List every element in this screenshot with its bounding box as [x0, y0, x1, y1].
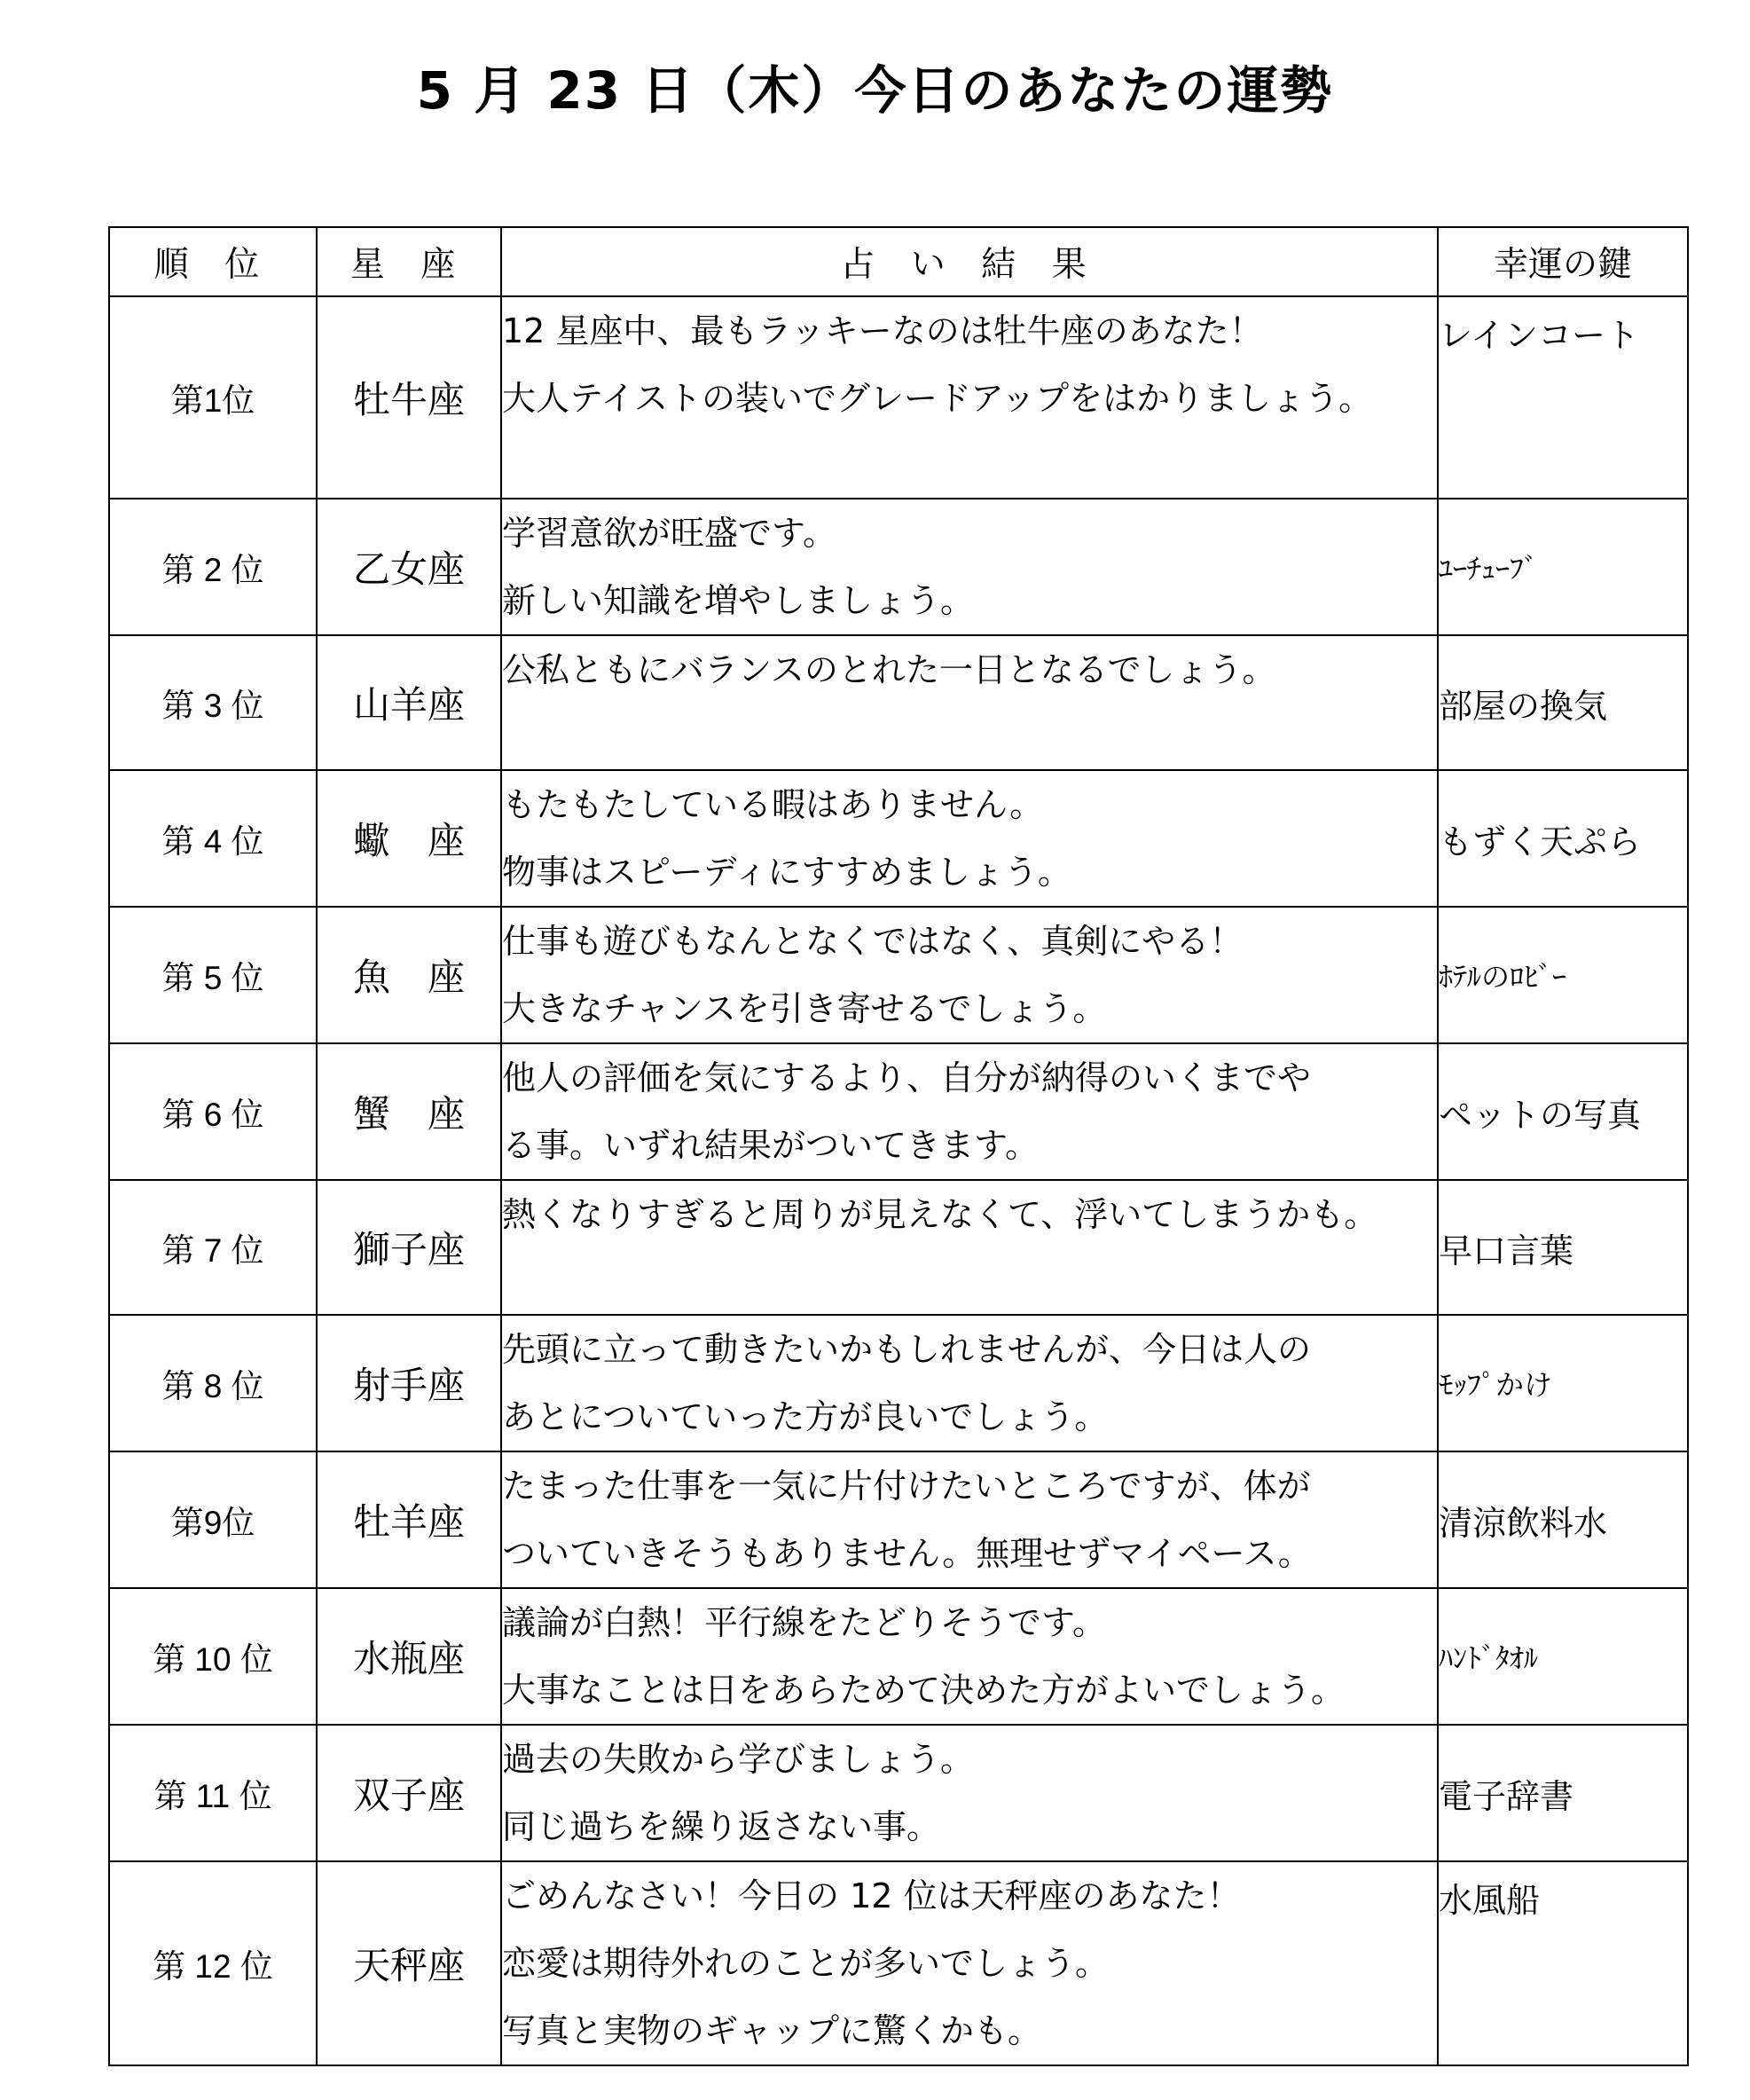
- rank-cell: 第9位: [109, 1451, 317, 1588]
- result-line: る事。いずれ結果がついてきます。: [502, 1126, 1039, 1165]
- rank-cell: 第 8 位: [109, 1315, 317, 1451]
- result-cell: [501, 296, 1438, 499]
- table-row: [109, 1588, 1688, 1725]
- result-line: 学習意欲が旺盛です。: [502, 514, 836, 553]
- fortune-table: [108, 226, 1689, 2066]
- result-line: 同じ過ちを繰り返さない事。: [502, 1807, 941, 1846]
- rank-cell: 第 10 位: [109, 1588, 317, 1725]
- result-line: ごめんなさい！今日の 12 位は天秤座のあなた！: [502, 1876, 1241, 1915]
- sign-cell: 牡牛座: [317, 296, 501, 499]
- table-row: [109, 907, 1688, 1043]
- sign-cell: 乙女座: [317, 499, 501, 635]
- result-line: 他人の評価を気にするより、自分が納得のいくまでや: [502, 1058, 1312, 1097]
- result-line: もたもたしている暇はありません。: [502, 785, 1044, 824]
- lucky-key-cell: ﾓｯﾌﾟかけ: [1438, 1315, 1688, 1451]
- lucky-key-cell: 早口言葉: [1438, 1180, 1688, 1315]
- table-row: [109, 1315, 1688, 1451]
- sign-cell: 射手座: [317, 1315, 501, 1451]
- result-cell: [501, 1315, 1438, 1451]
- lucky-key-cell: ﾎﾃﾙのﾛﾋﾞｰ: [1438, 907, 1688, 1043]
- lucky-key-cell: ﾕｰﾁｭｰﾌﾞ: [1438, 499, 1688, 635]
- sign-cell: 蠍 座: [317, 770, 501, 907]
- result-line: あとについていった方が良いでしょう。: [502, 1397, 1109, 1436]
- result-line: 過去の失敗から学びましょう。: [502, 1740, 975, 1779]
- result-line: 熱くなりすぎると周りが見えなくて、浮いてしまうかも。: [502, 1195, 1378, 1234]
- result-line: 写真と実物のギャップに驚くかも。: [502, 2011, 1042, 2050]
- result-cell: [501, 770, 1438, 907]
- result-line: 12 星座中、最もラッキーなのは牡牛座のあなた！: [502, 311, 1263, 350]
- header-sign: 星 座: [317, 227, 501, 296]
- table-row: [109, 770, 1688, 907]
- result-line: 新しい知識を増やしましょう。: [502, 581, 975, 620]
- rank-cell: 第 7 位: [109, 1180, 317, 1315]
- header-lucky-key: 幸運の鍵: [1438, 227, 1688, 296]
- lucky-key-cell: レインコート: [1438, 296, 1688, 499]
- page-title: 5 月 23 日（木）今日のあなたの運勢: [416, 60, 1334, 121]
- table-row: [109, 1451, 1688, 1588]
- rank-cell: 第 5 位: [109, 907, 317, 1043]
- rank-cell: 第 11 位: [109, 1725, 317, 1861]
- lucky-key-cell: ペットの写真: [1438, 1043, 1688, 1180]
- header-result: 占 い 結 果: [501, 227, 1438, 296]
- result-cell: [501, 1451, 1438, 1588]
- result-cell: [501, 1861, 1438, 2065]
- sign-cell: 水瓶座: [317, 1588, 501, 1725]
- table-row: [109, 1043, 1688, 1180]
- rank-cell: 第 4 位: [109, 770, 317, 907]
- result-cell: [501, 1180, 1438, 1315]
- result-cell: [501, 1588, 1438, 1725]
- result-line: 公私ともにバランスのとれた一日となるでしょう。: [502, 650, 1276, 689]
- table-row: [109, 1861, 1688, 2065]
- result-cell: [501, 1725, 1438, 1861]
- result-line: 大人テイストの装いでグレードアップをはかりましょう。: [502, 379, 1373, 418]
- table-row: [109, 1180, 1688, 1315]
- sign-cell: 天秤座: [317, 1861, 501, 2065]
- result-line: 物事はスピーディにすすめましょう。: [502, 853, 1071, 892]
- rank-cell: 第 12 位: [109, 1861, 317, 2065]
- lucky-key-cell: 水風船: [1438, 1861, 1688, 2065]
- result-line: 大事なことは日をあらためて決めた方がよいでしょう。: [502, 1671, 1346, 1710]
- lucky-key-cell: 電子辞書: [1438, 1725, 1688, 1861]
- result-line: 議論が白熱！平行線をたどりそうです。: [502, 1603, 1106, 1642]
- result-line: 恋愛は期待外れのことが多いでしょう。: [502, 1944, 1110, 1983]
- lucky-key-cell: ﾊﾝﾄﾞﾀｵﾙ: [1438, 1588, 1688, 1725]
- lucky-key-cell: 部屋の換気: [1438, 635, 1688, 770]
- sign-cell: 双子座: [317, 1725, 501, 1861]
- result-cell: [501, 907, 1438, 1043]
- rank-cell: 第1位: [109, 296, 317, 499]
- rank-cell: 第 3 位: [109, 635, 317, 770]
- table-header-row: [109, 227, 1688, 296]
- table-row: [109, 1725, 1688, 1861]
- sign-cell: 牡羊座: [317, 1451, 501, 1588]
- rank-cell: 第 6 位: [109, 1043, 317, 1180]
- sign-cell: 魚 座: [317, 907, 501, 1043]
- result-cell: [501, 499, 1438, 635]
- lucky-key-cell: 清涼飲料水: [1438, 1451, 1688, 1588]
- result-line: 仕事も遊びもなんとなくではなく、真剣にやる！: [502, 922, 1244, 961]
- table-row: [109, 499, 1688, 635]
- table-row: [109, 296, 1688, 499]
- result-line: 先頭に立って動きたいかもしれませんが、今日は人の: [502, 1330, 1312, 1369]
- result-cell: [501, 1043, 1438, 1180]
- header-rank: 順 位: [109, 227, 317, 296]
- result-cell: [501, 635, 1438, 770]
- result-line: 大きなチャンスを引き寄せるでしょう。: [502, 989, 1107, 1028]
- rank-cell: 第 2 位: [109, 499, 317, 635]
- table-row: [109, 635, 1688, 770]
- result-line: ついていきそうもありません。無理せずマイペース。: [502, 1534, 1312, 1573]
- sign-cell: 蟹 座: [317, 1043, 501, 1180]
- lucky-key-cell: もずく天ぷら: [1438, 770, 1688, 907]
- sign-cell: 獅子座: [317, 1180, 501, 1315]
- sign-cell: 山羊座: [317, 635, 501, 770]
- result-line: たまった仕事を一気に片付けたいところですが、体が: [502, 1467, 1311, 1506]
